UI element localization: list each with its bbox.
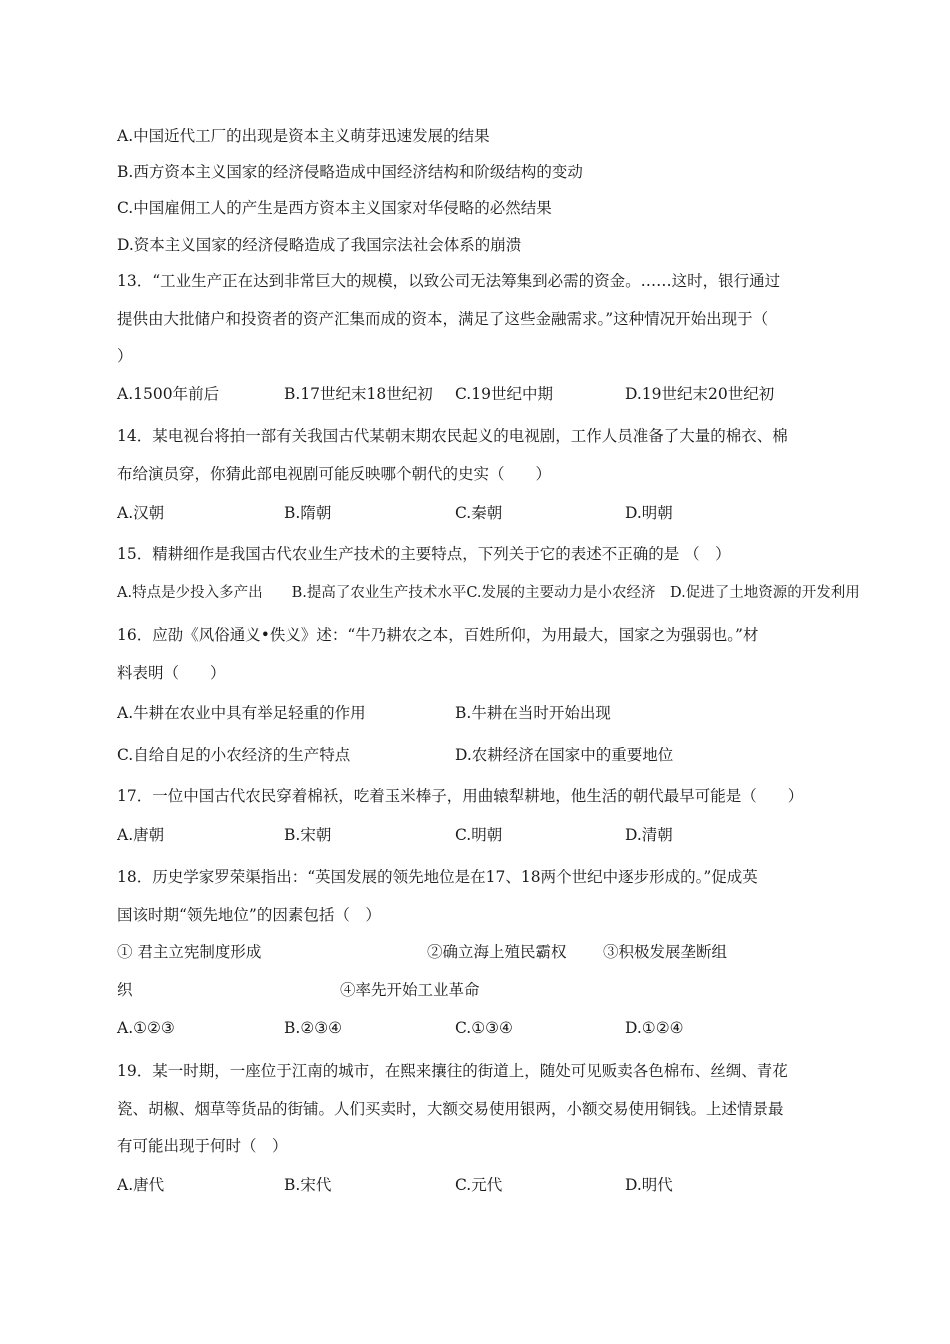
q18-item-4: ④率先开始工业革命 bbox=[340, 981, 480, 999]
q19-option-d: D.明代 bbox=[625, 1176, 673, 1194]
q19-stem-line3: 有可能出现于何时（ ） bbox=[117, 1137, 288, 1155]
q18-item-3-cont: 织 bbox=[117, 981, 133, 999]
q18-item-3: ③积极发展垄断组 bbox=[603, 943, 728, 961]
q18-option-b: B.②③④ bbox=[284, 1019, 343, 1037]
q13-option-c: C.19世纪中期 bbox=[455, 385, 553, 403]
q14-option-a: A.汉朝 bbox=[117, 504, 165, 522]
q15-stem: 15．精耕细作是我国古代农业生产技术的主要特点，下列关于它的表述不正确的是 （ ） bbox=[117, 545, 731, 563]
q13-stem-line1: 13．“工业生产正在达到非常巨大的规模，以致公司无法筹集到必需的资金。……这时，银行通过 bbox=[117, 272, 781, 290]
q14-option-b: B.隋朝 bbox=[284, 504, 332, 522]
q19-option-b: B.宋代 bbox=[284, 1176, 332, 1194]
q18-stem-line1: 18．历史学家罗荣渠指出：“英国发展的领先地位是在17、18两个世纪中逐步形成的。”促成英 bbox=[117, 868, 758, 886]
q15-options: A.特点是少投入多产出 B.提高了农业生产技术水平C.发展的主要动力是小农经济 D.促进了土地资源的开发利用 bbox=[117, 585, 860, 601]
q19-option-c: C.元代 bbox=[455, 1176, 503, 1194]
q17-option-c: C.明朝 bbox=[455, 826, 503, 844]
q16-stem-line2: 料表明（ ） bbox=[117, 664, 226, 682]
q12-option-a: A.中国近代工厂的出现是资本主义萌芽迅速发展的结果 bbox=[117, 127, 490, 145]
q18-option-a: A.①②③ bbox=[117, 1019, 175, 1037]
q14-option-c: C.秦朝 bbox=[455, 504, 503, 522]
q13-stem-line3: ） bbox=[117, 347, 133, 365]
q16-option-a: A.牛耕在农业中具有举足轻重的作用 bbox=[117, 704, 366, 722]
q18-stem-line2: 国该时期“领先地位”的因素包括（ ） bbox=[117, 906, 381, 924]
q14-stem-line2: 布给演员穿，你猜此部电视剧可能反映哪个朝代的史实（ ） bbox=[117, 465, 552, 483]
q18-option-c: C.①③④ bbox=[455, 1019, 513, 1037]
q17-option-a: A.唐朝 bbox=[117, 826, 165, 844]
q18-item-2: ②确立海上殖民霸权 bbox=[427, 943, 567, 961]
q17-option-d: D.清朝 bbox=[625, 826, 673, 844]
q13-option-d: D.19世纪末20世纪初 bbox=[625, 385, 775, 403]
q12-option-c: C.中国雇佣工人的产生是西方资本主义国家对华侵略的必然结果 bbox=[117, 199, 552, 217]
q16-stem-line1: 16．应劭《风俗通义•佚义》述：“牛乃耕农之本，百姓所仰，为用最大，国家之为强弱也。”材 bbox=[117, 626, 759, 644]
q12-option-b: B.西方资本主义国家的经济侵略造成中国经济结构和阶级结构的变动 bbox=[117, 163, 583, 181]
q16-option-c: C.自给自足的小农经济的生产特点 bbox=[117, 746, 351, 764]
q19-stem-line2: 瓷、胡椒、烟草等货品的街铺。人们买卖时，大额交易使用银两，小额交易使用铜钱。上述情景最 bbox=[117, 1100, 784, 1118]
q19-option-a: A.唐代 bbox=[117, 1176, 165, 1194]
q19-stem-line1: 19．某一时期，一座位于江南的城市，在熙来攘往的街道上，随处可见贩卖各色棉布、丝绸、青花 bbox=[117, 1062, 788, 1080]
q17-option-b: B.宋朝 bbox=[284, 826, 332, 844]
q18-option-d: D.①②④ bbox=[625, 1019, 684, 1037]
q12-option-d: D.资本主义国家的经济侵略造成了我国宗法社会体系的崩溃 bbox=[117, 236, 522, 254]
q14-stem-line1: 14．某电视台将拍一部有关我国古代某朝末期农民起义的电视剧，工作人员准备了大量的棉衣、棉 bbox=[117, 427, 788, 445]
q16-option-b: B.牛耕在当时开始出现 bbox=[455, 704, 611, 722]
q13-stem-line2: 提供由大批储户和投资者的资产汇集而成的资本，满足了这些金融需求。”这种情况开始出现于（ bbox=[117, 310, 769, 328]
q16-option-d: D.农耕经济在国家中的重要地位 bbox=[455, 746, 674, 764]
q13-option-a: A.1500年前后 bbox=[117, 385, 220, 403]
q13-option-b: B.17世纪末18世纪初 bbox=[284, 385, 433, 403]
q18-item-1: ① 君主立宪制度形成 bbox=[117, 943, 262, 961]
q14-option-d: D.明朝 bbox=[625, 504, 673, 522]
q17-stem: 17．一位中国古代农民穿着棉袄，吃着玉米棒子，用曲辕犁耕地，他生活的朝代最早可能是（ ） bbox=[117, 787, 804, 805]
